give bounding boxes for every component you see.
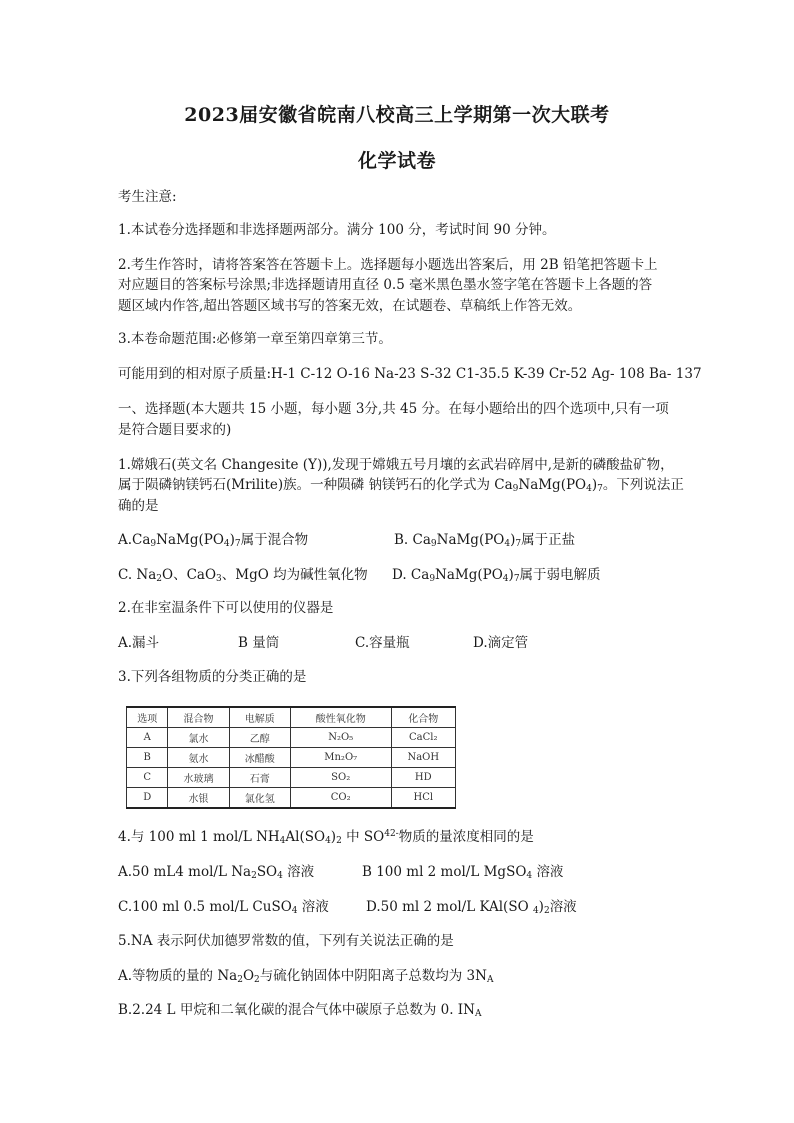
table-cell: Mn₂O₇ <box>290 748 391 768</box>
table-header-cell: 电解质 <box>229 707 290 728</box>
table-header-cell: 选项 <box>127 707 168 728</box>
table-cell: 氯水 <box>168 728 229 748</box>
atomic-masses: 可能用到的相对原子质量:H-1 C-12 O-16 Na-23 S-32 C1-35.5 K-39 Cr-52 Ag- 108 Ba- 137 <box>118 366 702 382</box>
table-cell: 氨水 <box>168 748 229 768</box>
q1-option-c: C. $Na_2O$、CaO$_3$、MgO 均为碱性氧化物 <box>118 567 368 584</box>
q1-option-a: $A.Ca_9NaMg(PO_4)_7$属于混合物 <box>118 532 309 549</box>
q1-option-b: B. $Ca_9NaMg(PO_4)_7$属于正盐 <box>394 532 576 549</box>
table-row <box>127 728 456 748</box>
table-row <box>127 768 456 788</box>
q5-option-a: A.等物质的量的 $Na_2O_2$与硫化钠固体中阴阳离子总数均为 $3N_A$ <box>118 968 494 985</box>
table-header-row <box>127 707 456 728</box>
q3-stem: 3.下列各组物质的分类正确的是 <box>118 669 307 685</box>
table-cell: NaOH <box>391 748 455 768</box>
q4-option-c: C.100 ml 0.5 mol/L CuSO$_4$ 溶液 <box>118 899 329 916</box>
notice-heading: 考生注意: <box>118 189 177 205</box>
section-1-line-1: 一、选择题(本大题共 15 小题，每小题 3分,共 45 分。在每小题给出的四个选项中,只有一项 <box>118 401 669 417</box>
q2-option-c: C.容量瓶 <box>355 635 410 651</box>
q2-stem: 2.在非室温条件下可以使用的仪器是 <box>118 600 334 616</box>
q3-classification-table <box>126 706 456 809</box>
section-1-line-2: 是符合题目要求的) <box>118 422 232 438</box>
table-cell: 乙醇 <box>229 728 290 748</box>
table-cell: 氯化氢 <box>229 788 290 809</box>
table-cell: CO₂ <box>290 788 391 809</box>
q1-line-1: 1.嫦娥石(英文名 Changesite (Y)),发现于嫦娥五号月壤的玄武岩碎屑中,是新的磷酸盐矿物， <box>118 457 674 473</box>
notice-item-2-line-3: 题区域内作答,超出答题区域书写的答案无效，在试题卷、草稿纸上作答无效。 <box>118 298 582 314</box>
table-cell: 水玻璃 <box>168 768 229 788</box>
q1-option-d: D. $Ca_9NaMg(PO_4)_7$属于弱电解质 <box>392 567 601 584</box>
table-cell: A <box>127 728 168 748</box>
q1-line-3: 确的是 <box>118 498 159 514</box>
table-cell: 冰醋酸 <box>229 748 290 768</box>
table-cell: D <box>127 788 168 809</box>
q2-option-b: B 量筒 <box>238 635 280 651</box>
table-cell: 水银 <box>168 788 229 809</box>
q5-stem: 5.NA 表示阿伏加德罗常数的值，下列有关说法正确的是 <box>118 933 454 949</box>
table-header-cell: 混合物 <box>168 707 229 728</box>
table-cell: N₂O₅ <box>290 728 391 748</box>
notice-item-2-line-2: 对应题目的答案标号涂黑;非选择题请用直径 0.5 毫米黑色墨水签字笔在答题卡上各题的答 <box>118 277 653 293</box>
exam-title: 2023届安徽省皖南八校高三上学期第一次大联考 <box>184 104 610 126</box>
q4-option-a: A.50 mL4 mol/L $Na_2SO_4$ 溶液 <box>118 864 315 881</box>
q5-option-b: B.2.24 L 甲烷和二氧化碳的混合气体中碳原子总数为 0. $IN_A$ <box>118 1002 482 1019</box>
table-cell: B <box>127 748 168 768</box>
q4-stem: 4.与 100 ml 1 mol/L $NH_4Al(SO_4)_2$ 中 $SO^{42-}$物质的量浓度相同的是 <box>118 829 534 846</box>
table-cell: CaCl₂ <box>391 728 455 748</box>
q1-line-2: 属于陨磷钠镁钙石(Mrilite)族。一种陨磷 钠镁钙石的化学式为 $Ca_9NaMg(PO_4)_7$。下列说法正 <box>118 477 684 494</box>
table-cell: 石膏 <box>229 768 290 788</box>
table-row <box>127 788 456 809</box>
table-row <box>127 748 456 768</box>
notice-item-1: 1.本试卷分选择题和非选择题两部分。满分 100 分，考试时间 90 分钟。 <box>118 222 556 238</box>
table-cell: SO₂ <box>290 768 391 788</box>
notice-item-3: 3.本卷命题范围:必修第一章至第四章第三节。 <box>118 331 392 347</box>
table-cell: HCl <box>391 788 455 809</box>
table-cell: C <box>127 768 168 788</box>
q4-option-b: B 100 ml 2 mol/L MgSO$_4$ 溶液 <box>362 864 564 881</box>
notice-item-2-line-1: 2.考生作答时，请将答案答在答题卡上。选择题每小题选出答案后，用 2B 铅笔把答题卡上 <box>118 257 658 273</box>
table-cell: HD <box>391 768 455 788</box>
table-header-cell: 化合物 <box>391 707 455 728</box>
q2-option-d: D.滴定管 <box>473 635 529 651</box>
exam-subtitle: 化学试卷 <box>357 150 436 172</box>
q4-option-d: D.50 ml 2 mol/L KAl(SO $_4)_2$溶液 <box>366 899 577 916</box>
table-header-cell: 酸性氧化物 <box>290 707 391 728</box>
q2-option-a: A.漏斗 <box>118 635 160 651</box>
